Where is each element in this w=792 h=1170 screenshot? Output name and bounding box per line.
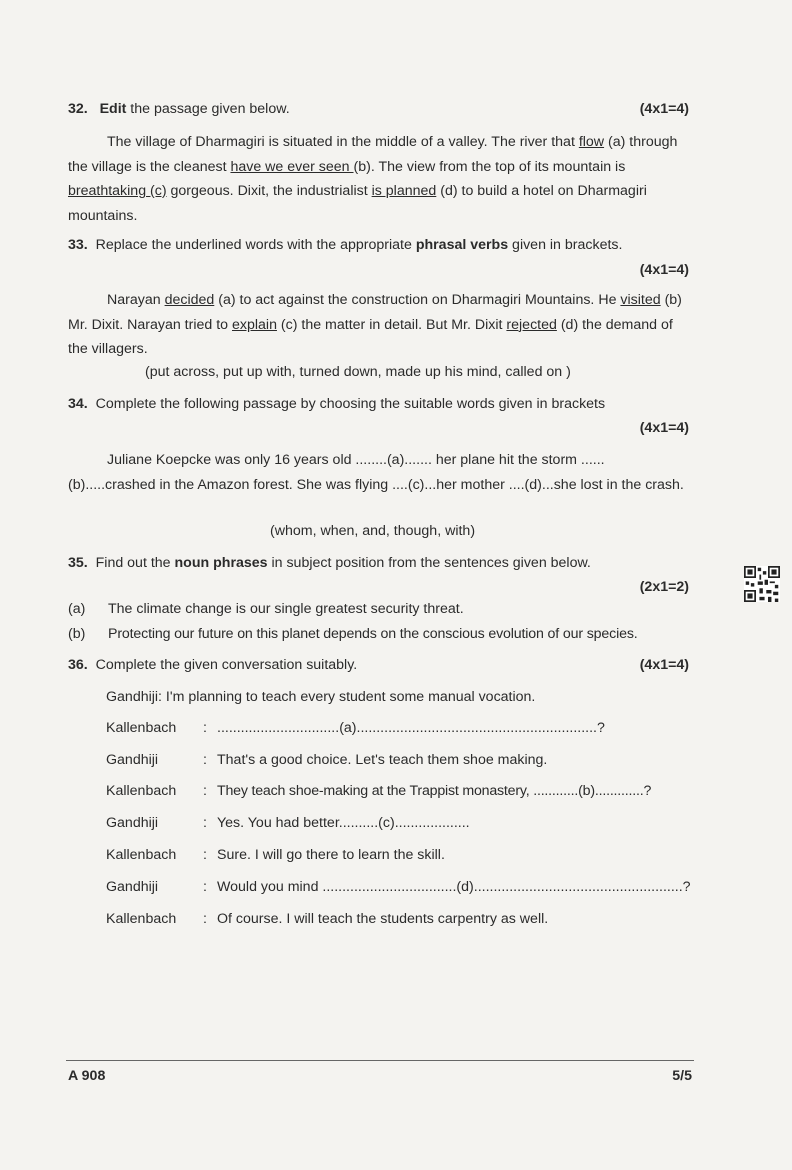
dialogue-speaker: Gandhiji: [106, 752, 159, 768]
underlined-segment: decided: [164, 292, 215, 308]
dialogue-speaker: Kallenbach: [106, 783, 177, 799]
passage-segment: gorgeous. Dixit, the industrialist: [166, 183, 372, 199]
underlined-segment: flow: [578, 134, 605, 150]
q35-number: 35.: [68, 555, 88, 571]
dialogue-colon: :: [203, 815, 207, 831]
q33-instruction-a: Replace the underlined words with the appropriate: [95, 237, 416, 253]
dialogue-line: That's a good choice. Let's teach them shoe making.: [217, 752, 548, 768]
q32-passage: [68, 130, 692, 228]
dialogue-speaker: Gandhiji: [106, 879, 159, 895]
footer-code: A 908: [68, 1068, 106, 1084]
dialogue-line: Of course. I will teach the students carpentry as well.: [217, 911, 549, 927]
dialogue-colon: :: [203, 720, 207, 736]
q32-number: 32.: [68, 101, 88, 117]
q32-instruction: the passage given below.: [126, 101, 290, 117]
passage-segment: (a) through the village is the cleanest: [68, 134, 678, 175]
footer-page-number: 5/5: [672, 1068, 692, 1084]
q33-instruction-bold: phrasal verbs: [415, 237, 509, 253]
passage-segment: (d) the demand of the villagers.: [68, 316, 673, 357]
underlined-segment: have we ever seen: [230, 158, 354, 175]
underlined-segment: is planned: [371, 183, 437, 199]
dialogue-line: Yes. You had better..........(c)...................: [217, 815, 470, 831]
dialogue-colon: :: [203, 783, 207, 799]
dialogue-speaker: Kallenbach: [106, 911, 177, 927]
passage-segment: (d) to build a hotel on Dharmagiri mountains.: [68, 183, 647, 224]
dialogue-colon: :: [203, 879, 207, 895]
q35-instruction-b: in subject position from the sentences given below.: [267, 555, 591, 571]
passage-segment: Narayan: [107, 292, 165, 308]
underlined-segment: visited: [620, 292, 661, 308]
q34-header: [68, 396, 605, 412]
q36-intro: Gandhiji: I'm planning to teach every student some manual vocation.: [106, 689, 536, 705]
q34-passage: [68, 448, 692, 497]
dialogue-colon: :: [203, 911, 207, 927]
passage-segment: (b) Mr. Dixit. Narayan tried to: [68, 292, 682, 333]
q33-marks: (4x1=4): [639, 262, 689, 278]
q33-number: 33.: [68, 237, 88, 253]
q36-number: 36.: [68, 657, 88, 673]
q32-instruction-bold: Edit: [99, 101, 127, 117]
dialogue-speaker: Gandhiji: [106, 815, 159, 831]
dialogue-speaker: Kallenbach: [106, 847, 177, 863]
q35-marks: (2x1=2): [639, 579, 689, 595]
q32-header: [68, 101, 290, 117]
q34-instruction: Complete the following passage by choosing the suitable words given in brackets: [95, 396, 606, 412]
q35-item-b-text: Protecting our future on this planet depends on the conscious evolution of our species.: [108, 626, 638, 642]
dialogue-line: They teach shoe-making at the Trappist monastery, ............(b).............?: [217, 783, 652, 799]
q33-header: [68, 237, 622, 253]
q34-number: 34.: [68, 396, 88, 412]
passage-segment: (b). The view from the top of its mountain is: [353, 158, 626, 175]
q35-instruction-a: Find out the: [95, 555, 175, 571]
dialogue-line: Sure. I will go there to learn the skill.: [217, 847, 445, 863]
passage-segment: The village of Dharmagiri is situated in the middle of a valley. The river that: [107, 134, 579, 150]
q35-header: [68, 555, 591, 571]
q36-header: [68, 657, 357, 673]
dialogue-speaker: Kallenbach: [106, 720, 177, 736]
q35-instruction-bold: noun phrases: [174, 555, 268, 571]
q34-options: (whom, when, and, though, with): [270, 523, 476, 539]
q35-item-b-label: (b): [68, 626, 86, 642]
q35-item-a-label: (a): [68, 601, 86, 617]
dialogue-colon: :: [203, 847, 207, 863]
underlined-segment: breathtaking (c): [68, 183, 167, 199]
dialogue-line: Would you mind ..................................(d).....................................................?: [217, 879, 691, 895]
passage-segment: Juliane Koepcke was only 16 years old ........(a)....... her plane hit the storm ......(b).....crashed in the Amazon forest. She was flying ....(c)...her mother ....(d)...she lost in the crash.: [68, 452, 684, 493]
q36-instruction: Complete the given conversation suitably.: [95, 657, 358, 673]
dialogue-colon: :: [203, 752, 207, 768]
q36-marks: (4x1=4): [639, 657, 689, 673]
dialogue-line: ...............................(a).............................................................?: [217, 720, 605, 736]
passage-segment: (c) the matter in detail. But Mr. Dixit: [276, 316, 507, 333]
underlined-segment: explain: [232, 316, 277, 333]
q35-item-a-text: The climate change is our single greatest security threat.: [108, 601, 464, 617]
passage-segment: (a) to act against the construction on Dharmagiri Mountains. He: [214, 292, 621, 308]
q34-marks: (4x1=4): [639, 420, 689, 436]
q33-passage: [68, 288, 692, 362]
q32-marks: (4x1=4): [639, 101, 689, 117]
q33-options: (put across, put up with, turned down, made up his mind, called on ): [145, 364, 571, 380]
q33-instruction-b: given in brackets.: [508, 237, 623, 253]
qr-code-icon: [744, 566, 780, 602]
underlined-segment: rejected: [506, 316, 557, 333]
footer-divider: [66, 1060, 694, 1061]
